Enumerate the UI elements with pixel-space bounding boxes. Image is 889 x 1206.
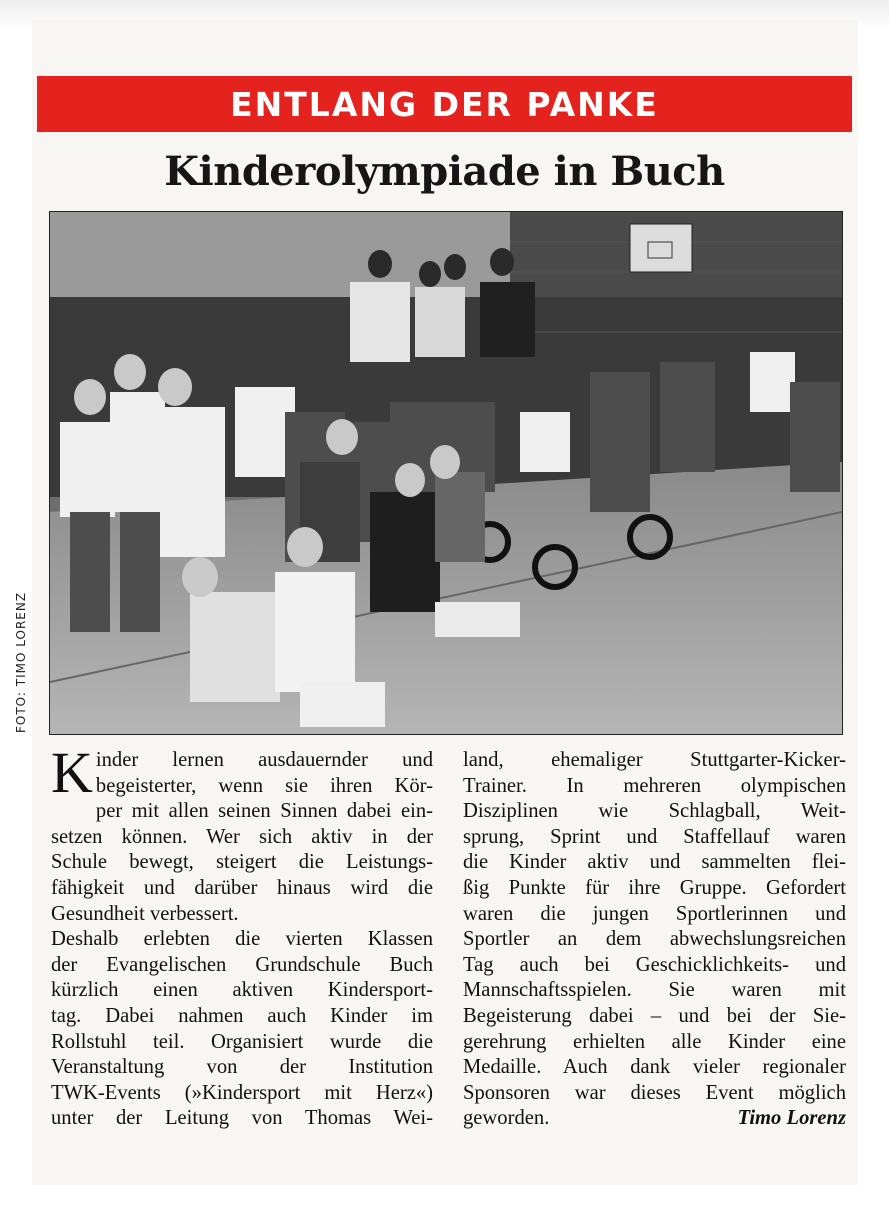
text-line-last [463, 1106, 846, 1132]
section-banner-text: ENTLANG DER PANKE [230, 84, 659, 124]
text-line: geworden. [463, 1107, 550, 1130]
text-line: waren die jungen Sportlerinnen und [463, 902, 846, 925]
text-line: fähigkeit und darüber hinaus wird die [51, 876, 433, 899]
text-line: Mannschaftsspielen. Sie waren mit [463, 979, 846, 1002]
text-line: gerehrung erhielten alle Kinder eine [463, 1030, 846, 1053]
text-line: per mit allen seinen Sinnen dabei ein- [95, 800, 433, 823]
text-line: Gesundheit verbessert. [51, 902, 239, 925]
text-line: Sportler an dem abwechslungsreichen [463, 928, 846, 951]
text-line: tag. Dabei nahmen auch Kinder im [51, 1004, 433, 1027]
text-line: die Kinder aktiv und sammelten flei- [463, 851, 846, 874]
group-photo-icon [50, 212, 842, 734]
text-line: sprung, Sprint und Staffellauf waren [463, 825, 846, 848]
text-line: Deshalb erlebten die vierten Klassen [51, 928, 433, 951]
text-line: Disziplinen wie Schlagball, Weit- [463, 800, 846, 823]
section-banner [37, 76, 852, 132]
text-line: Veranstaltung von der Institution [51, 1056, 433, 1079]
article-headline: Kinderolympiade in Buch [164, 148, 725, 195]
text-line: TWK-Events (»Kindersport mit Herz«) [51, 1081, 433, 1104]
text-line: Sponsoren war dieses Event möglich [463, 1081, 846, 1104]
text-line: Begeisterung dabei – und bei der Sie- [463, 1004, 846, 1027]
text-line: inder lernen ausdauernder und [95, 749, 433, 771]
text-line: land, ehemaliger Stuttgarter-Kicker- [463, 749, 846, 771]
text-line: begeisterter, wenn sie ihren Kör- [95, 774, 433, 797]
text-line: Medaille. Auch dank vieler regionaler [463, 1056, 846, 1079]
text-line: Schule bewegt, steigert die Leistungs- [51, 851, 433, 874]
text-line: setzen können. Wer sich aktiv in der [51, 825, 433, 848]
drop-cap: K [51, 740, 93, 805]
text-line: unter der Leitung von Thomas Wei- [51, 1107, 433, 1130]
text-line: Trainer. In mehreren olympischen [463, 774, 846, 797]
text-line: Rollstuhl teil. Organisiert wurde die [51, 1030, 433, 1053]
text-line: ßig Punkte für ihre Gruppe. Gefordert [463, 876, 846, 899]
article-column-2 [463, 748, 846, 1132]
text-line: der Evangelischen Grundschule Buch [51, 953, 433, 976]
article-column-1 [51, 740, 433, 1132]
text-line: Tag auch bei Geschicklichkeits- und [463, 953, 846, 976]
photo-credit: FOTO: TIMO LORENZ [14, 591, 28, 733]
article-author: Timo Lorenz [737, 1107, 846, 1130]
text-line: kürzlich einen aktiven Kindersport- [51, 979, 433, 1002]
article-photo [49, 211, 843, 735]
